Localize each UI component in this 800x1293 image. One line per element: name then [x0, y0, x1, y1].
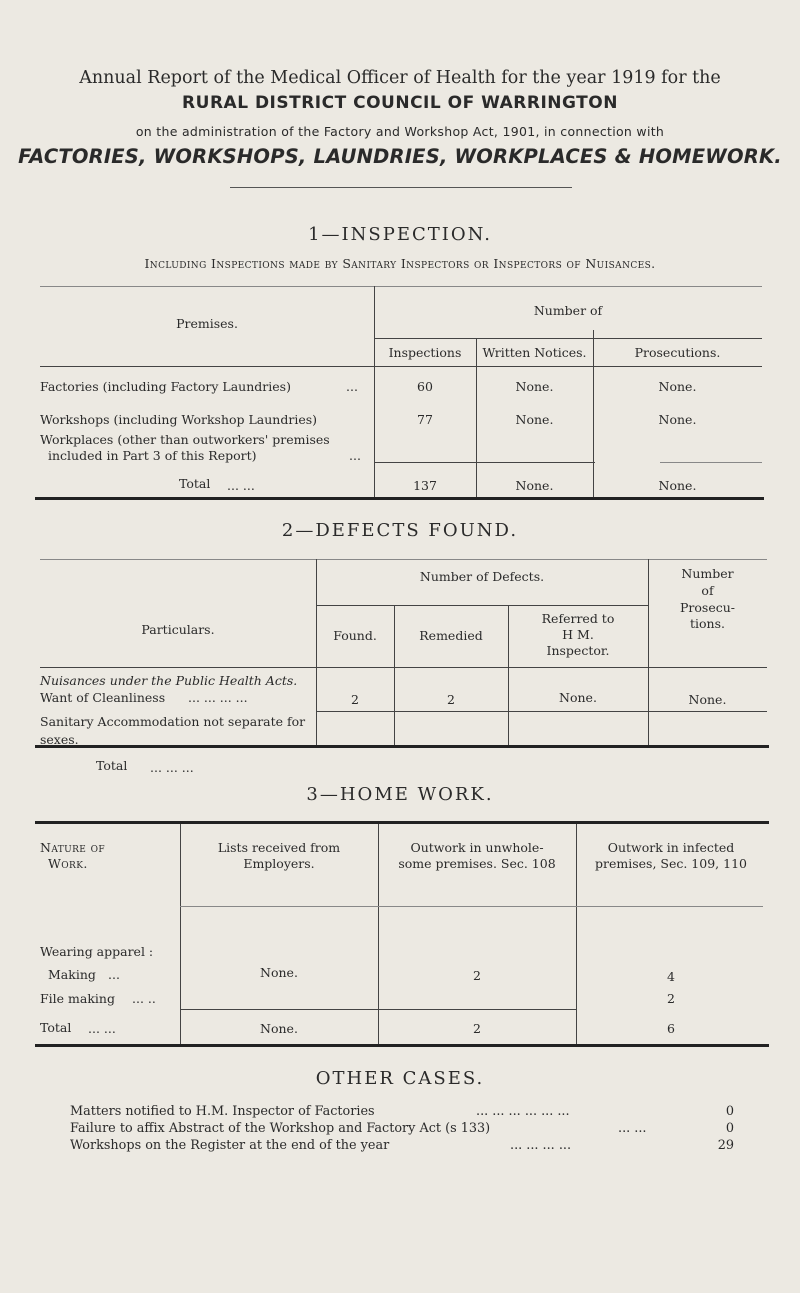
col-premises: Premises.: [176, 316, 238, 331]
homework-total-infected: 6: [667, 1021, 675, 1036]
defects-referred: None.: [559, 690, 597, 705]
other-item-label: Failure to affix Abstract of the Workshop and Factory Act (s 133): [70, 1121, 491, 1136]
col-referred-2: H M.: [562, 627, 594, 642]
report-title-line: Annual Report of the Medical Officer of Health for the year 1919 for the: [79, 68, 721, 88]
row-making-label: Making: [48, 967, 96, 982]
row-workshops-written: None.: [515, 412, 554, 427]
homework-total-label: Total: [40, 1020, 72, 1035]
row-workshops-label: Workshops (including Workshop Laundries): [40, 412, 318, 427]
row-factories-dots: ...: [346, 379, 358, 394]
row-factories-prosecutions: None.: [658, 379, 697, 394]
homework-total-dots: ... ...: [88, 1021, 116, 1036]
infected-file-value: 2: [667, 991, 675, 1006]
infected-making-value: 4: [667, 969, 675, 984]
defects-prosecutions: None.: [688, 692, 727, 707]
row-workplaces-label-2: included in Part 3 of this Report): [48, 448, 257, 463]
col-lists-2: Employers.: [243, 856, 315, 871]
row-workshops-inspections: 77: [417, 412, 433, 427]
col-number-prosecutions-3: Prosecu-: [680, 600, 735, 615]
section3-heading: 3—HOME WORK.: [306, 784, 494, 805]
col-lists-1: Lists received from: [217, 840, 341, 855]
other-item-value: 0: [725, 1104, 734, 1119]
row-cleanliness-dots: ... ... ... ...: [188, 690, 248, 705]
col-particulars: Particulars.: [141, 622, 215, 637]
defects-found: 2: [351, 692, 359, 707]
other-item-dots: ... ...: [618, 1121, 647, 1136]
row-sanitary-label-2: sexes.: [40, 732, 79, 747]
col-prosecutions: Prosecutions.: [634, 345, 721, 360]
section1-subheading: Including Inspections made by Sanitary Inspectors or Inspectors of Nuisances.: [144, 256, 656, 271]
col-written-notices: Written Notices.: [482, 345, 587, 360]
total-written: None.: [515, 478, 554, 493]
col-referred-1: Referred to: [541, 611, 615, 626]
unwholesome-value: 2: [473, 968, 481, 983]
nuisances-subhead: Nuisances under the Public Health Acts.: [40, 673, 298, 688]
other-cases-heading: OTHER CASES.: [315, 1068, 485, 1089]
total-label: Total: [179, 476, 211, 491]
other-item-value: 29: [717, 1138, 734, 1153]
row-wearing-apparel: Wearing apparel :: [40, 944, 154, 959]
section1-heading: 1—INSPECTION.: [308, 224, 492, 245]
col-number-prosecutions-4: tions.: [690, 616, 725, 631]
section2-heading: 2—DEFECTS FOUND.: [281, 520, 519, 541]
lists-value: None.: [260, 965, 298, 980]
row-file-dots: ... ..: [132, 991, 156, 1006]
other-item-dots: ... ... ... ...: [510, 1138, 572, 1153]
other-item-label: Matters notified to H.M. Inspector of Factories: [70, 1104, 375, 1119]
act-reference: on the administration of the Factory and Workshop Act, 1901, in connection with: [135, 124, 665, 139]
defects-total-dots: ... ... ...: [150, 760, 194, 775]
defects-total-label: Total: [96, 758, 128, 773]
col-infected-2: premises, Sec. 109, 110: [595, 856, 747, 871]
report-subject: FACTORIES, WORKSHOPS, LAUNDRIES, WORKPLACES & HOMEWORK.: [18, 145, 782, 168]
col-found: Found.: [333, 628, 377, 643]
row-file-label: File making: [40, 991, 115, 1006]
col-number-prosecutions-1: Number: [681, 566, 734, 581]
row-workshops-prosecutions: None.: [658, 412, 697, 427]
total-dots: ... ...: [227, 478, 255, 493]
homework-total-unwholesome: 2: [473, 1021, 481, 1036]
row-making-dots: ...: [108, 967, 120, 982]
col-unwholesome-1: Outwork in unwhole-: [410, 840, 544, 855]
col-remedied: Remedied: [419, 628, 483, 643]
other-item-value: 0: [725, 1121, 734, 1136]
row-workplaces-dots: ...: [349, 448, 361, 463]
total-prosecutions: None.: [658, 478, 697, 493]
header-divider: [230, 187, 572, 188]
total-inspections: 137: [413, 478, 437, 493]
col-referred-3: Inspector.: [546, 643, 610, 658]
row-factories-label: Factories (including Factory Laundries): [40, 379, 291, 394]
row-sanitary-label-1: Sanitary Accommodation not separate for: [40, 714, 306, 729]
other-item-label: Workshops on the Register at the end of the year: [70, 1138, 390, 1153]
col-number-of: Number of: [533, 303, 603, 318]
col-nature-2: Work.: [48, 856, 88, 871]
row-factories-inspections: 60: [417, 379, 433, 394]
row-factories-written: None.: [515, 379, 554, 394]
col-unwholesome-2: some premises. Sec. 108: [398, 856, 556, 871]
col-number-of-defects: Number of Defects.: [419, 569, 545, 584]
homework-total-lists: None.: [260, 1021, 298, 1036]
col-number-prosecutions-2: of: [701, 583, 714, 598]
row-cleanliness-label: Want of Cleanliness: [40, 690, 166, 705]
defects-remedied: 2: [447, 692, 455, 707]
other-item-dots: ... ... ... ... ... ...: [476, 1104, 570, 1119]
row-workplaces-label-1: Workplaces (other than outworkers' premises: [40, 432, 330, 447]
col-inspections: Inspections: [388, 345, 462, 360]
council-name: RURAL DISTRICT COUNCIL OF WARRINGTON: [182, 93, 618, 113]
col-infected-1: Outwork in infected: [607, 840, 735, 855]
col-nature-1: Nature of: [40, 840, 106, 855]
